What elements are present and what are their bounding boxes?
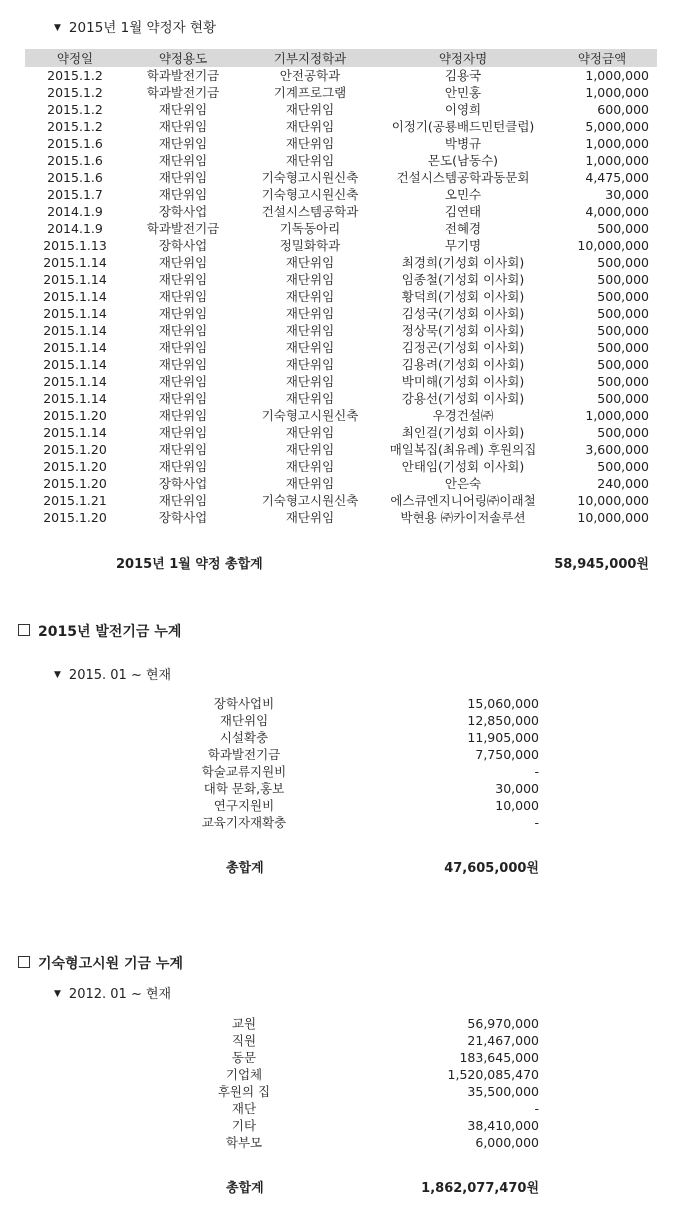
pledge-use: 재단위임 xyxy=(158,170,208,185)
pledge-donor: 이정기(공룡배드민턴클럽) xyxy=(391,119,535,134)
table-row xyxy=(25,339,657,356)
pledge-department: 기숙형고시원신축 xyxy=(261,187,359,202)
list-item-value: 35,500,000 xyxy=(467,1084,539,1099)
list-item xyxy=(0,1015,677,1032)
list-item-value: 11,905,000 xyxy=(467,730,539,745)
table-row xyxy=(25,305,657,322)
pledge-department: 재단위임 xyxy=(285,425,335,440)
column-header-date: 약정일 xyxy=(25,49,125,67)
list-item xyxy=(0,695,677,712)
pledge-date: 2015.1.21 xyxy=(43,493,107,508)
pledge-date: 2015.1.13 xyxy=(43,238,107,253)
pledge-date: 2015.1.20 xyxy=(43,510,107,525)
table-row xyxy=(25,67,657,84)
dorm-fund-heading xyxy=(18,953,183,973)
table-row xyxy=(25,254,657,271)
pledge-department: 재단위임 xyxy=(285,357,335,372)
pledge-donor: 안민홍 xyxy=(444,85,482,100)
pledge-use: 장학사업 xyxy=(158,476,208,491)
pledge-amount: 500,000 xyxy=(597,357,649,372)
list-item-label: 기업체 xyxy=(225,1067,263,1082)
pledges-total-value: 58,945,000원 xyxy=(554,557,649,572)
pledge-donor: 최인걸(기성회 이사회) xyxy=(401,425,525,440)
development-fund-title: 2015년 발전기금 누계 xyxy=(38,624,182,640)
column-header-department: 기부지정학과 xyxy=(241,49,379,67)
pledge-donor: 에스큐엔지니어링㈜이래철 xyxy=(390,493,536,508)
pledges-heading xyxy=(54,16,216,36)
list-item-value: - xyxy=(534,815,539,830)
development-fund-list xyxy=(0,695,677,831)
list-item-value: 15,060,000 xyxy=(467,696,539,711)
pledge-amount: 10,000,000 xyxy=(577,493,649,508)
table-row xyxy=(25,322,657,339)
list-item-value: - xyxy=(534,764,539,779)
list-item-value: 1,520,085,470 xyxy=(447,1067,539,1082)
pledge-amount: 3,600,000 xyxy=(585,442,649,457)
pledge-use: 재단위임 xyxy=(158,493,208,508)
list-item xyxy=(0,712,677,729)
pledge-department: 정밀화학과 xyxy=(279,238,341,253)
pledge-date: 2015.1.14 xyxy=(43,323,107,338)
list-item-label: 후원의 집 xyxy=(217,1084,271,1099)
list-item xyxy=(0,729,677,746)
table-row xyxy=(25,373,657,390)
list-item-label: 교원 xyxy=(231,1016,257,1031)
pledge-date: 2015.1.6 xyxy=(47,170,103,185)
pledge-date: 2015.1.14 xyxy=(43,357,107,372)
pledge-amount: 5,000,000 xyxy=(585,119,649,134)
pledge-department: 재단위임 xyxy=(285,391,335,406)
pledge-date: 2015.1.14 xyxy=(43,391,107,406)
list-item-value: 10,000 xyxy=(495,798,539,813)
development-fund-period xyxy=(54,664,171,683)
pledge-donor: 이영희 xyxy=(444,102,482,117)
pledge-date: 2015.1.14 xyxy=(43,425,107,440)
pledge-amount: 600,000 xyxy=(597,102,649,117)
list-item-label: 학부모 xyxy=(225,1135,263,1150)
pledge-amount: 4,475,000 xyxy=(585,170,649,185)
dorm-fund-list xyxy=(0,1015,677,1151)
pledge-donor: 건설시스템공학과동문회 xyxy=(396,170,530,185)
development-fund-heading xyxy=(18,621,181,641)
table-header-row xyxy=(25,49,657,67)
pledge-amount: 1,000,000 xyxy=(585,136,649,151)
pledge-donor: 전혜경 xyxy=(444,221,482,236)
list-item xyxy=(0,1100,677,1117)
pledge-amount: 500,000 xyxy=(597,323,649,338)
pledge-department: 재단위임 xyxy=(285,136,335,151)
pledge-department: 재단위임 xyxy=(285,306,335,321)
pledge-amount: 500,000 xyxy=(597,221,649,236)
list-item-value: 56,970,000 xyxy=(467,1016,539,1031)
pledge-amount: 1,000,000 xyxy=(585,153,649,168)
list-item xyxy=(0,1066,677,1083)
pledge-use: 재단위임 xyxy=(158,255,208,270)
pledge-amount: 1,000,000 xyxy=(585,85,649,100)
pledge-use: 재단위임 xyxy=(158,391,208,406)
dorm-fund-title: 기숙형고시원 기금 누계 xyxy=(38,956,183,972)
dorm-fund-total-value: 1,862,077,470원 xyxy=(421,1181,539,1196)
list-item-value: 21,467,000 xyxy=(467,1033,539,1048)
pledge-department: 건설시스템공학과 xyxy=(261,204,359,219)
pledge-donor: 무기명 xyxy=(444,238,482,253)
column-header-amount: 약정금액 xyxy=(547,49,657,67)
pledge-date: 2015.1.2 xyxy=(47,119,103,134)
pledge-department: 재단위임 xyxy=(285,272,335,287)
table-row xyxy=(25,203,657,220)
pledge-department: 기숙형고시원신축 xyxy=(261,493,359,508)
list-item-value: 12,850,000 xyxy=(467,713,539,728)
list-item xyxy=(0,1049,677,1066)
list-item-label: 동문 xyxy=(231,1050,257,1065)
list-item-value: 6,000,000 xyxy=(475,1135,539,1150)
pledge-date: 2014.1.9 xyxy=(47,221,103,236)
table-row xyxy=(25,407,657,424)
pledge-date: 2015.1.14 xyxy=(43,374,107,389)
table-row xyxy=(25,271,657,288)
list-item-label: 재단위임 xyxy=(219,713,269,728)
pledge-use: 재단위임 xyxy=(158,102,208,117)
list-item xyxy=(0,1134,677,1151)
pledge-use: 학과발전기금 xyxy=(146,221,220,236)
pledge-amount: 30,000 xyxy=(605,187,649,202)
list-item-label: 기타 xyxy=(231,1118,257,1133)
dorm-fund-period-text: 2012. 01 ~ 현재 xyxy=(68,987,172,1002)
pledge-use: 재단위임 xyxy=(158,425,208,440)
table-row xyxy=(25,475,657,492)
pledge-amount: 500,000 xyxy=(597,391,649,406)
pledge-use: 재단위임 xyxy=(158,374,208,389)
pledge-department: 재단위임 xyxy=(285,442,335,457)
pledge-amount: 1,000,000 xyxy=(585,68,649,83)
pledge-amount: 500,000 xyxy=(597,306,649,321)
pledge-department: 재단위임 xyxy=(285,510,335,525)
column-header-use: 약정용도 xyxy=(125,49,241,67)
pledge-date: 2015.1.20 xyxy=(43,408,107,423)
pledge-date: 2014.1.9 xyxy=(47,204,103,219)
triangle-bullet-icon: ▼ xyxy=(54,989,61,999)
pledge-use: 재단위임 xyxy=(158,187,208,202)
pledge-use: 재단위임 xyxy=(158,119,208,134)
pledge-amount: 500,000 xyxy=(597,255,649,270)
pledge-department: 기숙형고시원신축 xyxy=(261,408,359,423)
pledge-use: 재단위임 xyxy=(158,357,208,372)
table-row xyxy=(25,288,657,305)
table-row xyxy=(25,101,657,118)
dorm-fund-period xyxy=(54,983,171,1002)
pledge-donor: 오민수 xyxy=(444,187,482,202)
pledge-use: 장학사업 xyxy=(158,204,208,219)
list-item xyxy=(0,1083,677,1100)
pledge-amount: 4,000,000 xyxy=(585,204,649,219)
pledge-amount: 500,000 xyxy=(597,340,649,355)
list-item-value: 7,750,000 xyxy=(475,747,539,762)
pledge-donor: 정상묵(기성회 이사회) xyxy=(401,323,525,338)
pledge-donor: 안은숙 xyxy=(444,476,482,491)
pledge-department: 재단위임 xyxy=(285,340,335,355)
pledge-donor: 우경건설㈜ xyxy=(432,408,494,423)
list-item-label: 학과발전기금 xyxy=(207,747,281,762)
pledge-department: 기숙형고시원신축 xyxy=(261,170,359,185)
development-fund-total-label: 총합계 xyxy=(226,861,264,876)
table-row xyxy=(25,458,657,475)
pledge-use: 재단위임 xyxy=(158,272,208,287)
list-item xyxy=(0,797,677,814)
pledge-donor: 김정곤(기성회 이사회) xyxy=(401,340,525,355)
pledge-date: 2015.1.7 xyxy=(47,187,103,202)
pledge-donor: 김성국(기성회 이사회) xyxy=(401,306,525,321)
pledge-department: 재단위임 xyxy=(285,255,335,270)
pledge-amount: 500,000 xyxy=(597,374,649,389)
table-row xyxy=(25,390,657,407)
pledge-amount: 500,000 xyxy=(597,459,649,474)
column-header-donor: 약정자명 xyxy=(379,49,547,67)
pledge-department: 기독동아리 xyxy=(279,221,341,236)
pledge-date: 2015.1.14 xyxy=(43,340,107,355)
pledge-donor: 매일복집(최유례) 후원의집 xyxy=(389,442,537,457)
pledge-amount: 500,000 xyxy=(597,272,649,287)
table-row xyxy=(25,135,657,152)
pledge-donor: 김연태 xyxy=(444,204,482,219)
pledges-table xyxy=(25,49,657,526)
pledge-department: 재단위임 xyxy=(285,119,335,134)
list-item-label: 장학사업비 xyxy=(213,696,275,711)
pledge-donor: 안태임(기성회 이사회) xyxy=(401,459,525,474)
pledge-donor: 박병규 xyxy=(444,136,482,151)
table-row xyxy=(25,424,657,441)
pledge-donor: 박현용 ㈜카이저솔루션 xyxy=(400,510,526,525)
pledge-donor: 김용국 xyxy=(444,68,482,83)
table-row xyxy=(25,152,657,169)
pledge-amount: 500,000 xyxy=(597,289,649,304)
dorm-fund-total-label: 총합계 xyxy=(226,1181,264,1196)
list-item xyxy=(0,780,677,797)
pledge-use: 장학사업 xyxy=(158,238,208,253)
list-item xyxy=(0,763,677,780)
pledge-use: 재단위임 xyxy=(158,442,208,457)
pledge-donor: 황덕희(기성회 이사회) xyxy=(401,289,525,304)
pledge-department: 안전공학과 xyxy=(279,68,341,83)
pledge-department: 기계프로그램 xyxy=(273,85,347,100)
pledge-date: 2015.1.2 xyxy=(47,102,103,117)
pledge-date: 2015.1.14 xyxy=(43,255,107,270)
table-row xyxy=(25,118,657,135)
pledge-date: 2015.1.14 xyxy=(43,272,107,287)
pledges-total-label: 2015년 1월 약정 총합계 xyxy=(116,557,263,572)
pledge-use: 재단위임 xyxy=(158,323,208,338)
triangle-bullet-icon: ▼ xyxy=(54,23,61,33)
list-item xyxy=(0,1032,677,1049)
pledge-department: 재단위임 xyxy=(285,153,335,168)
pledge-amount: 10,000,000 xyxy=(577,510,649,525)
pledge-amount: 500,000 xyxy=(597,425,649,440)
list-item-label: 연구지원비 xyxy=(213,798,275,813)
development-fund-total-value: 47,605,000원 xyxy=(444,861,539,876)
triangle-bullet-icon: ▼ xyxy=(54,670,61,680)
pledge-use: 재단위임 xyxy=(158,340,208,355)
pledge-date: 2015.1.2 xyxy=(47,68,103,83)
pledge-use: 재단위임 xyxy=(158,136,208,151)
list-item-value: - xyxy=(534,1101,539,1116)
list-item-value: 30,000 xyxy=(495,781,539,796)
table-row xyxy=(25,237,657,254)
list-item xyxy=(0,1117,677,1134)
pledge-use: 재단위임 xyxy=(158,408,208,423)
pledge-date: 2015.1.14 xyxy=(43,306,107,321)
list-item xyxy=(0,746,677,763)
list-item-label: 직원 xyxy=(231,1033,257,1048)
pledge-donor: 김용려(기성회 이사회) xyxy=(401,357,525,372)
list-item-value: 38,410,000 xyxy=(467,1118,539,1133)
pledge-donor: 몬도(남동수) xyxy=(427,153,499,168)
list-item-label: 학술교류지원비 xyxy=(201,764,287,779)
pledge-donor: 최경희(기성회 이사회) xyxy=(401,255,525,270)
pledge-date: 2015.1.14 xyxy=(43,289,107,304)
pledge-donor: 강용선(기성회 이사회) xyxy=(401,391,525,406)
pledge-date: 2015.1.6 xyxy=(47,153,103,168)
pledge-use: 장학사업 xyxy=(158,510,208,525)
table-row xyxy=(25,169,657,186)
pledge-department: 재단위임 xyxy=(285,289,335,304)
pledge-use: 재단위임 xyxy=(158,289,208,304)
square-bullet-icon xyxy=(18,956,30,968)
table-row xyxy=(25,492,657,509)
pledge-department: 재단위임 xyxy=(285,102,335,117)
pledge-department: 재단위임 xyxy=(285,476,335,491)
square-bullet-icon xyxy=(18,624,30,636)
table-row xyxy=(25,509,657,526)
pledge-department: 재단위임 xyxy=(285,323,335,338)
list-item-label: 대학 문화,홍보 xyxy=(203,781,285,796)
table-row xyxy=(25,441,657,458)
pledge-use: 재단위임 xyxy=(158,153,208,168)
pledge-date: 2015.1.2 xyxy=(47,85,103,100)
pledge-use: 재단위임 xyxy=(158,306,208,321)
table-row xyxy=(25,84,657,101)
pledge-donor: 박미해(기성회 이사회) xyxy=(401,374,525,389)
pledge-amount: 1,000,000 xyxy=(585,408,649,423)
pledge-date: 2015.1.20 xyxy=(43,476,107,491)
list-item-label: 재단 xyxy=(231,1101,257,1116)
pledge-department: 재단위임 xyxy=(285,374,335,389)
pledge-date: 2015.1.20 xyxy=(43,459,107,474)
table-row xyxy=(25,186,657,203)
pledge-amount: 10,000,000 xyxy=(577,238,649,253)
list-item-label: 시설확충 xyxy=(219,730,269,745)
development-fund-period-text: 2015. 01 ~ 현재 xyxy=(68,668,172,683)
pledge-use: 학과발전기금 xyxy=(146,85,220,100)
pledge-date: 2015.1.6 xyxy=(47,136,103,151)
pledge-use: 학과발전기금 xyxy=(146,68,220,83)
list-item xyxy=(0,814,677,831)
pledge-donor: 임종철(기성회 이사회) xyxy=(401,272,525,287)
list-item-value: 183,645,000 xyxy=(459,1050,539,1065)
pledges-title: 2015년 1월 약정자 현황 xyxy=(68,20,217,36)
pledge-date: 2015.1.20 xyxy=(43,442,107,457)
pledge-department: 재단위임 xyxy=(285,459,335,474)
pledge-use: 재단위임 xyxy=(158,459,208,474)
table-row xyxy=(25,356,657,373)
list-item-label: 교육기자재확충 xyxy=(201,815,287,830)
pledge-amount: 240,000 xyxy=(597,476,649,491)
table-row xyxy=(25,220,657,237)
